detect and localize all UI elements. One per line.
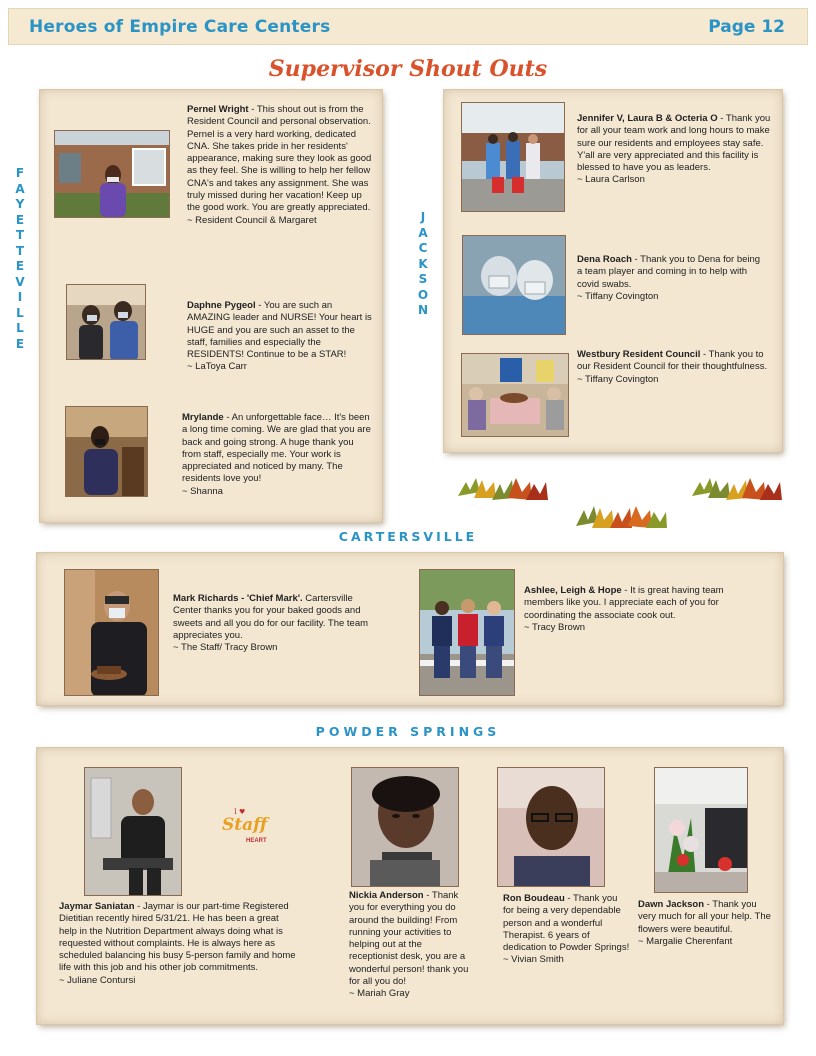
shoutout-jaymar-saniatan	[59, 901, 297, 987]
vertical-label-letter: V	[15, 274, 25, 289]
vertical-label-letter: A	[418, 225, 428, 240]
page-header	[8, 8, 808, 45]
leaf-cluster-icon	[576, 506, 667, 528]
vertical-label-letter: E	[15, 336, 25, 351]
powder-springs-label: POWDER SPRINGS	[315, 724, 501, 739]
fayetteville-label	[12, 166, 28, 352]
shoutout-name: Daphne Pygeol	[187, 300, 256, 311]
section-title: Supervisor Shout Outs	[268, 56, 548, 82]
shoutout-ashlee-leigh-hope	[524, 585, 752, 634]
vertical-label-letter: O	[417, 287, 429, 302]
jaymar-photo-art	[85, 768, 182, 896]
photo-mark-richards	[64, 569, 159, 696]
shoutout-text: - It is great having team members like you. I appreciate each of you for coordinating the associate cook out.	[524, 585, 724, 621]
vertical-label-letter: A	[15, 181, 25, 196]
shoutout-text: Cartersville Center thanks you for your baked goods and sweets and all you do for our facility. The team appreciates you.	[173, 593, 369, 641]
shoutout-text: - Thank you for all your team work and long hours to make sure our residents and employees stay safe. Y'all are very appreciated and this facility is blessed to have you as leaders.	[577, 113, 771, 174]
shoutout-signature: ~ Laura Carlson	[577, 174, 645, 186]
jackson-panel	[444, 90, 782, 452]
shoutout-text: - Thank you for everything you do around the building! From running your activities to helping out at the receptionist desk, you are a wonderful person! thank you for all you do!	[349, 890, 469, 988]
pernel-photo-art	[55, 131, 170, 218]
shoutout-signature: ~ Mariah Gray	[349, 988, 410, 1000]
photo-jennifer-laura-octeria	[461, 102, 565, 212]
shoutout-dena-roach	[577, 254, 767, 303]
i-love-staff-logo	[220, 806, 272, 850]
vertical-label-letter: N	[417, 303, 429, 317]
shoutout-name: Ron Boudeau	[503, 893, 565, 904]
shoutout-name: Ashlee, Leigh & Hope	[524, 585, 622, 596]
vertical-label-letter: T	[15, 228, 25, 242]
vertical-label-letter: L	[16, 305, 24, 320]
shoutout-text: - Thank you for being a very dependable person and a wonderful Therapist. 6 years of dedication to Powder Springs!	[503, 893, 630, 954]
dawn-photo-art	[655, 768, 748, 893]
shoutout-text: - An unforgettable face… It's been a long time coming. We are glad that you are back and going strong. A huge thank you from staff, especially me. Your work is appreciated and noticed by many. The residents love you!	[182, 412, 371, 485]
mark-photo-art	[65, 570, 159, 696]
autumn-leaves-decoration	[688, 472, 784, 506]
shoutout-name: Jennifer V, Laura B & Octeria O	[577, 113, 718, 124]
shoutout-ron-boudeau	[503, 893, 631, 967]
shoutout-signature: ~ Tracy Brown	[524, 621, 585, 633]
vertical-label-letter: F	[15, 166, 25, 180]
shoutout-signature: ~ Tiffany Covington	[577, 290, 659, 302]
shoutout-jennifer-laura-octeria	[577, 113, 773, 187]
shoutout-signature: ~ LaToya Carr	[187, 361, 247, 373]
shoutout-daphne	[187, 300, 372, 374]
powder-springs-panel	[37, 748, 783, 1024]
shoutout-mrylande	[182, 412, 372, 498]
vertical-label-letter: L	[16, 321, 24, 335]
autumn-leaves-decoration	[454, 472, 550, 506]
shoutout-mark-richards	[173, 593, 379, 654]
shoutout-dawn-jackson	[638, 899, 774, 948]
shoutout-text: - Thank you to our Resident Council for their thoughtfulness.	[577, 349, 768, 373]
photo-mrylande	[65, 406, 148, 497]
shoutout-signature: ~ Resident Council & Margaret	[187, 214, 317, 226]
shoutout-text: - You are such an AMAZING leader and NURSE! Your heart is HUGE and you are such an asset to the staff, families and especially the RESIDENTS! Continue to be a STAR!	[187, 300, 372, 361]
shoutout-name: Mrylande	[182, 412, 224, 423]
photo-dawn-jackson	[654, 767, 748, 893]
vertical-label-letter: K	[418, 256, 428, 271]
photo-ron-boudeau	[497, 767, 605, 887]
ron-photo-art	[498, 768, 605, 887]
cartersville-team-photo-art	[420, 570, 515, 696]
vertical-label-letter: S	[418, 272, 428, 286]
shoutout-text: - This shout out is from the Resident Council and personal observation. Pernel is a very hard working, dedicated CNA. She takes pride in her residents' appearance, making sure they look as good as they feel. She is willing to help her fellow CNA's and takes any assignment. She was truly missed during her vacation! Keep up the good work. You are greatly appreciated.	[187, 104, 372, 214]
shoutout-signature: ~ Shanna	[182, 485, 223, 497]
shoutout-signature: ~ Vivian Smith	[503, 954, 564, 966]
shoutout-name: Westbury Resident Council	[577, 349, 701, 360]
vertical-label-letter: C	[418, 241, 428, 255]
newsletter-title: Heroes of Empire Care Centers	[29, 17, 331, 37]
dena-photo-art	[463, 236, 566, 335]
jackson-team-photo-art	[462, 103, 565, 212]
shoutout-pernel	[187, 104, 372, 227]
shoutout-signature: ~ Juliane Contursi	[59, 974, 136, 986]
logo-line-1: I ♥	[234, 808, 246, 816]
logo-line-2: Staff	[222, 815, 268, 835]
vertical-label-letter: E	[15, 259, 25, 273]
shoutout-name: Dawn Jackson	[638, 899, 704, 910]
nickia-photo-art	[352, 768, 459, 887]
page-number: Page 12	[708, 17, 785, 37]
shoutout-text: - Jaymar is our part-time Registered Dietitian recently hired 5/31/21. He has been a great help in the Nutrition Department always doing what is requested without complaints. He is always here as scheduled balancing his busy 5-person family and home life with this job and his other job commitments.	[59, 901, 296, 974]
photo-dena-roach	[462, 235, 566, 335]
vertical-label-letter: Y	[15, 197, 25, 211]
photo-jaymar-saniatan	[84, 767, 182, 896]
leaf-cluster-icon	[458, 478, 548, 500]
jackson-label	[415, 210, 431, 319]
mrylande-photo-art	[66, 407, 148, 497]
shoutout-signature: ~ Margalie Cherenfant	[638, 935, 733, 947]
vertical-label-letter: J	[420, 210, 426, 224]
photo-nickia-anderson	[351, 767, 459, 887]
vertical-label-letter: E	[15, 212, 25, 227]
photo-pernel-wright	[54, 130, 170, 218]
shoutout-name: Dena Roach	[577, 254, 632, 265]
fayetteville-panel	[40, 90, 382, 522]
logo-line-3: HEART	[246, 838, 267, 844]
photo-westbury-resident-council	[461, 353, 569, 437]
shoutout-signature: ~ The Staff/ Tracy Brown	[173, 642, 278, 654]
shoutout-nickia-anderson	[349, 890, 471, 1001]
shoutout-signature: ~ Tiffany Covington	[577, 373, 659, 385]
shoutout-text: - Thank you very much for all your help. The flowers were beautiful.	[638, 899, 771, 935]
shoutout-name: Nickia Anderson	[349, 890, 424, 901]
council-photo-art	[462, 354, 569, 437]
cartersville-label: CARTERSVILLE	[338, 529, 478, 544]
photo-daphne-pygeol	[66, 284, 146, 360]
shoutout-name: Jaymar Saniatan	[59, 901, 135, 912]
photo-ashlee-leigh-hope	[419, 569, 515, 696]
vertical-label-letter: I	[17, 290, 23, 304]
leaf-cluster-icon	[692, 478, 782, 500]
cartersville-panel	[37, 553, 783, 705]
shoutout-name: Mark Richards - 'Chief Mark'.	[173, 593, 303, 604]
shoutout-westbury-resident-council	[577, 349, 773, 386]
vertical-label-letter: T	[15, 243, 25, 258]
daphne-photo-art	[67, 285, 146, 360]
shoutout-text: - Thank you to Dena for being a team player and coming in to help with covid swabs.	[577, 254, 761, 290]
shoutout-name: Pernel Wright	[187, 104, 249, 115]
